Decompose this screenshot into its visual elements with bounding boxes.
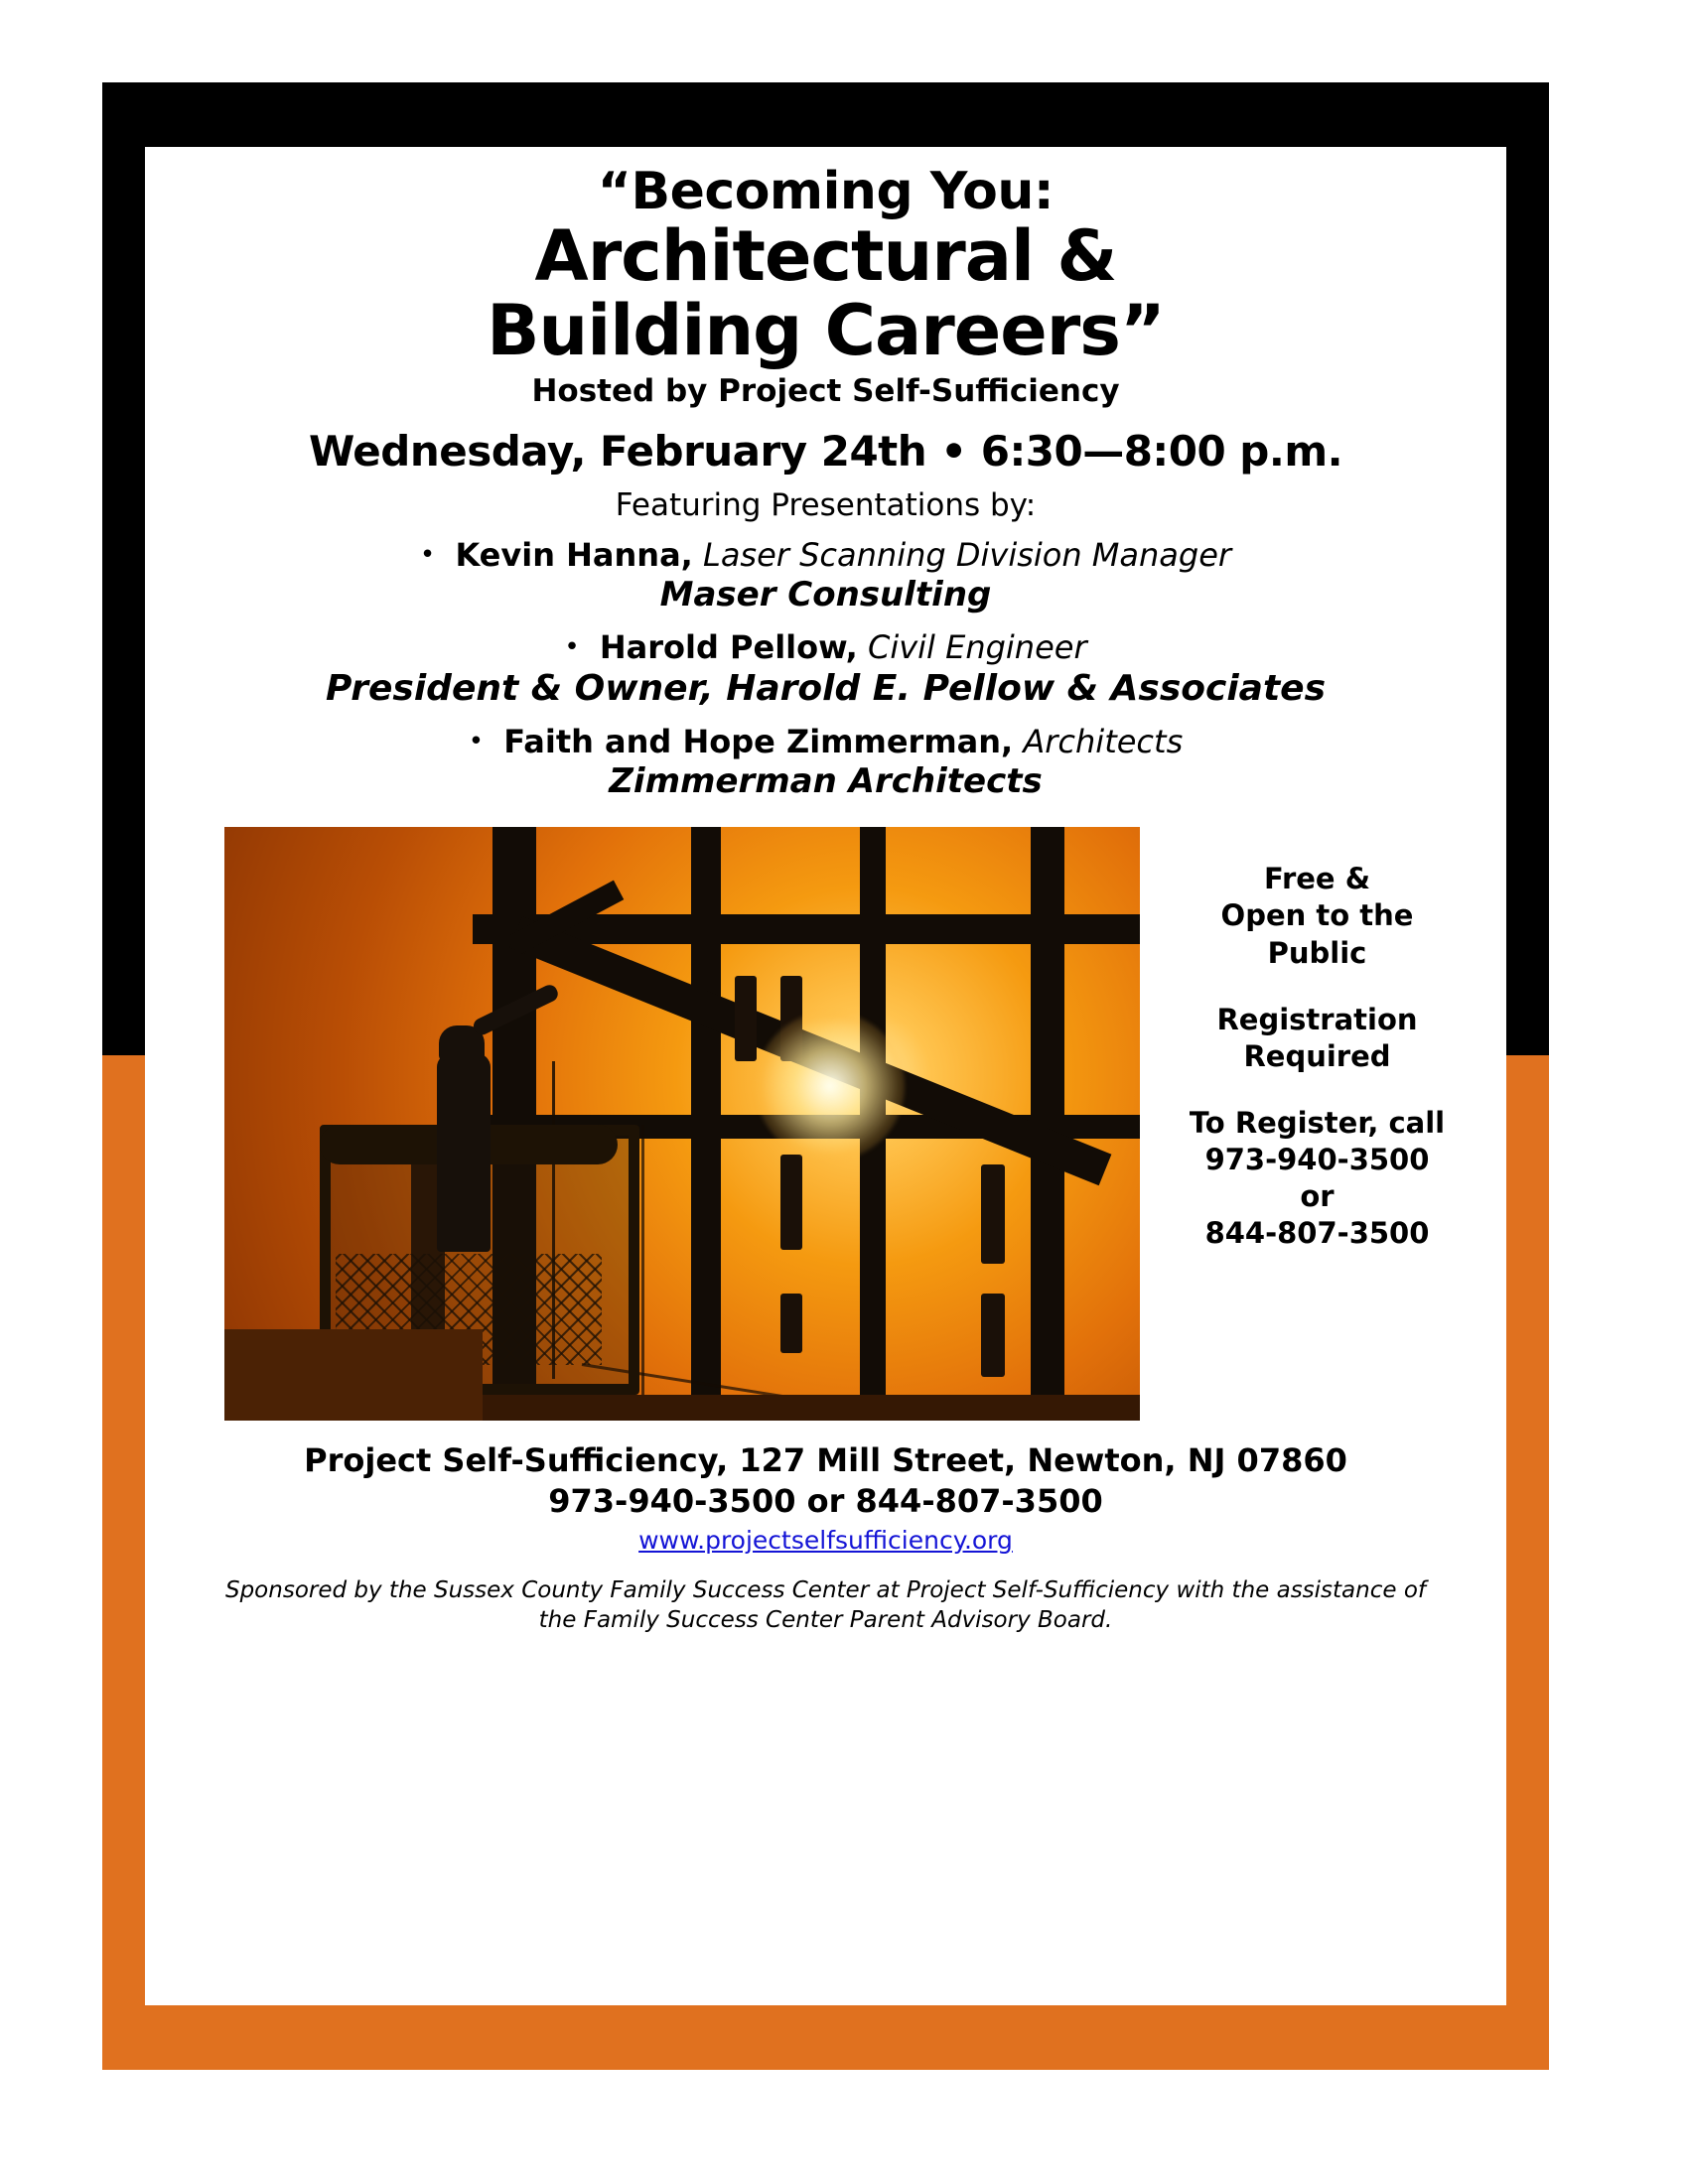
register-or-label: or	[1300, 1179, 1335, 1214]
list-item	[179, 724, 1473, 802]
headline	[179, 162, 1473, 524]
register-phone-primary[interactable]: 973-940-3500	[1204, 1142, 1430, 1176]
speaker-role: Civil Engineer	[867, 627, 1087, 666]
organization-phones: 973-940-3500 or 844-807-3500	[548, 1482, 1103, 1521]
ground-block	[224, 1329, 483, 1421]
sponsor-note	[179, 1576, 1473, 1636]
window-slot	[780, 1294, 802, 1353]
registration-block	[1162, 1002, 1473, 1075]
title-line-1: “Becoming You:	[597, 162, 1055, 221]
bullet-icon: •	[419, 540, 436, 571]
registration-line-2: Required	[1243, 1038, 1391, 1073]
register-phone-block	[1162, 1105, 1473, 1252]
window-slot	[981, 1164, 1005, 1264]
list-item	[179, 537, 1473, 615]
speaker-organization: Maser Consulting	[659, 575, 992, 615]
bullet-icon: •	[564, 631, 580, 662]
register-phone-secondary[interactable]: 844-807-3500	[1204, 1216, 1430, 1251]
organization-address: Project Self-Sufficiency, 127 Mill Street, Newton, NJ 07860	[304, 1441, 1347, 1480]
bullet-icon: •	[468, 726, 485, 756]
speaker-name: Kevin Hanna,	[455, 536, 693, 575]
free-line-1: Free &	[1264, 862, 1370, 896]
speaker-organization: Zimmerman Architects	[609, 760, 1043, 801]
window-slot	[735, 976, 757, 1061]
free-line-2: Open to the	[1220, 898, 1414, 933]
sun-glow	[756, 1012, 905, 1160]
list-item	[179, 629, 1473, 710]
info-column	[1140, 827, 1473, 1282]
cable	[641, 1125, 644, 1421]
website-link[interactable]: www.projectselfsufficiency.org	[638, 1526, 1013, 1556]
title-line-2: Architectural &	[534, 215, 1117, 298]
event-datetime: Wednesday, February 24th • 6:30—8:00 p.m.	[308, 427, 1343, 477]
speaker-role: Laser Scanning Division Manager	[702, 536, 1232, 575]
free-open-block	[1162, 861, 1473, 971]
worker-silhouette	[437, 1053, 491, 1252]
window-slot	[981, 1294, 1005, 1377]
hosted-by-line: Hosted by Project Self-Sufficiency	[531, 373, 1120, 410]
speaker-name: Faith and Hope Zimmerman,	[503, 722, 1014, 760]
register-call-label: To Register, call	[1189, 1105, 1446, 1140]
speaker-list	[179, 537, 1473, 801]
sponsor-line-1: Sponsored by the Sussex County Family Success Center at Project Self-Sufficiency with the assistance of	[224, 1577, 1427, 1604]
speaker-name: Harold Pellow,	[599, 627, 858, 666]
construction-worker-photo	[224, 827, 1140, 1421]
free-line-3: Public	[1267, 935, 1367, 970]
speaker-organization: President & Owner, Harold E. Pellow & Associates	[325, 667, 1327, 709]
title-line-3: Building Careers”	[487, 290, 1165, 372]
window-slot	[780, 1155, 802, 1250]
photo-and-info-row	[179, 827, 1473, 1421]
speaker-role: Architects	[1023, 722, 1184, 760]
footer	[179, 1440, 1473, 1636]
sponsor-line-2: the Family Success Center Parent Advisory Board.	[538, 1607, 1113, 1634]
featuring-label: Featuring Presentations by:	[615, 487, 1037, 524]
flyer-sheet	[145, 147, 1506, 2005]
registration-line-1: Registration	[1216, 1002, 1418, 1036]
